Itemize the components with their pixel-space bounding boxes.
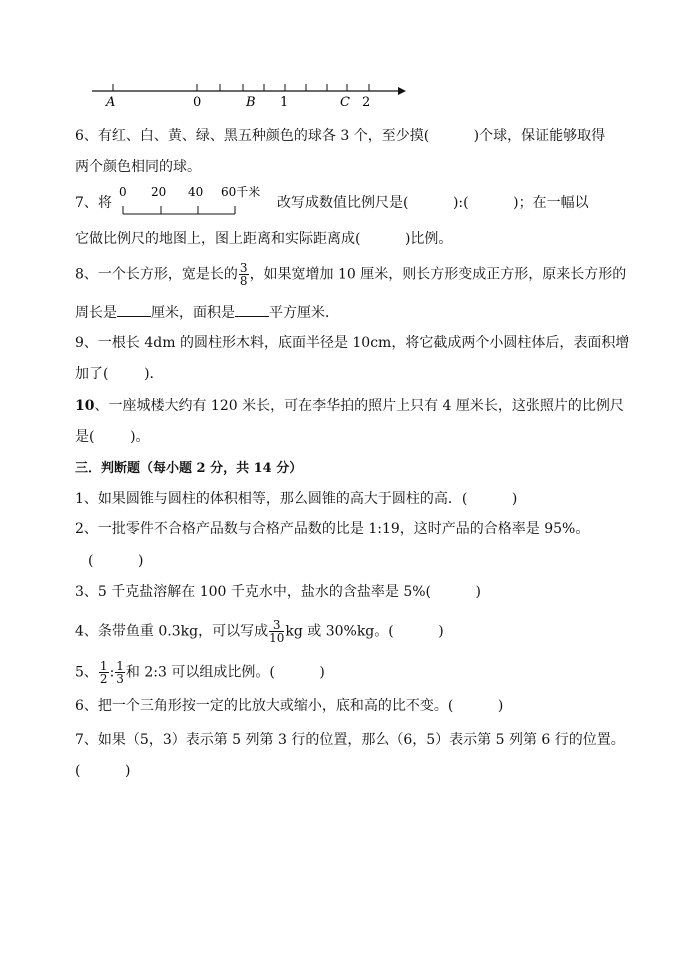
q6-line1: 6、有红、白、黄、绿、黑五种颜色的球各 3 个，至少摸( )个球，保证能够取得 (75, 128, 606, 144)
section3-title: 三．判断题（每小题 2 分，共 14 分） (75, 461, 303, 476)
q10-line2: 是( )。 (75, 429, 150, 445)
scale-label-60: 60千米 (221, 185, 261, 199)
q10-line1: 10、一座城楼大约有 120 米长，可在李华拍的照片上只有 4 厘米长，这张照片的比例尺 (75, 398, 624, 414)
j7-line1: 7、如果（5，3）表示第 5 列第 3 行的位置，那么（6，5）表示第 5 列第 6 行的位置。 (75, 732, 625, 748)
q7-prefix: 7、将 (75, 195, 112, 211)
scale-label-0: 0 (119, 185, 127, 199)
label-0: 0 (193, 95, 202, 110)
j5-fraction-1: $\frac{1}{2}$ (99, 659, 108, 686)
label-B: B (246, 95, 256, 110)
q8-line1: 8、一个长方形，宽是长的 $\frac{3}{8}$ ，如果宽增加 10 厘米，则长方形变成正方形，原来长方形的 (75, 261, 627, 288)
label-2: 2 (362, 95, 371, 110)
q7-line1 (75, 194, 112, 212)
q8-blank-perimeter[interactable] (117, 302, 151, 317)
number-line-ticks (113, 84, 369, 91)
j1-line: 1、如果圆锥与圆柱的体积相等，那么圆锥的高大于圆柱的高．( ) (75, 491, 518, 507)
q8-fraction: $\frac{3}{8}$ (239, 261, 248, 288)
q9-line2: 加了( )． (75, 366, 164, 382)
number-line-figure (0, 0, 688, 120)
scale-label-20: 20 (151, 185, 167, 199)
j4-line: 4、条带鱼重 0.3kg，可以写成 $\frac{3}{10}$ kg 或 30%kg。( ) (75, 618, 444, 645)
j2-line2: ( ) (88, 553, 144, 569)
j6-line: 6、把一个三角形按一定的比放大或缩小，底和高的比不变。( ) (75, 698, 504, 714)
number-line-arrow (398, 87, 406, 95)
q7-scale-bar (118, 182, 268, 226)
j5-line: 5、 $\frac{1}{2}$ : $\frac{1}{3}$ 和 2:3 可以组成比例。( ) (75, 659, 325, 686)
q9-line1: 9、一根长 4dm 的圆柱形木料，底面半径是 10cm，将它截成两个小圆柱体后，表面积增 (75, 335, 630, 351)
q7-line2: 它做比例尺的地图上，图上距离和实际距离成( )比例。 (75, 231, 453, 247)
scale-label-40: 40 (188, 185, 204, 199)
j5-fraction-2: $\frac{1}{3}$ (116, 659, 124, 686)
j4-fraction: $\frac{3}{10}$ (269, 618, 285, 645)
j7-line2: ( ) (75, 763, 131, 779)
j2-line1: 2、一批零件不合格产品数与合格产品数的比是 1:19，这时产品的合格率是 95%。 (75, 521, 590, 537)
label-1: 1 (280, 95, 289, 110)
q8-line2: 周长是 厘米，面积是 平方厘米． (75, 302, 339, 322)
q7-mid: 改写成数值比例尺是( ):( )；在一幅以 (277, 195, 589, 211)
label-A: A (106, 95, 116, 110)
q6-line2: 两个颜色相同的球。 (75, 159, 201, 175)
j3-line: 3、5 千克盐溶解在 100 千克水中，盐水的含盐率是 5%( ) (75, 584, 481, 600)
label-C: C (340, 95, 350, 110)
q8-blank-area[interactable] (235, 302, 269, 317)
